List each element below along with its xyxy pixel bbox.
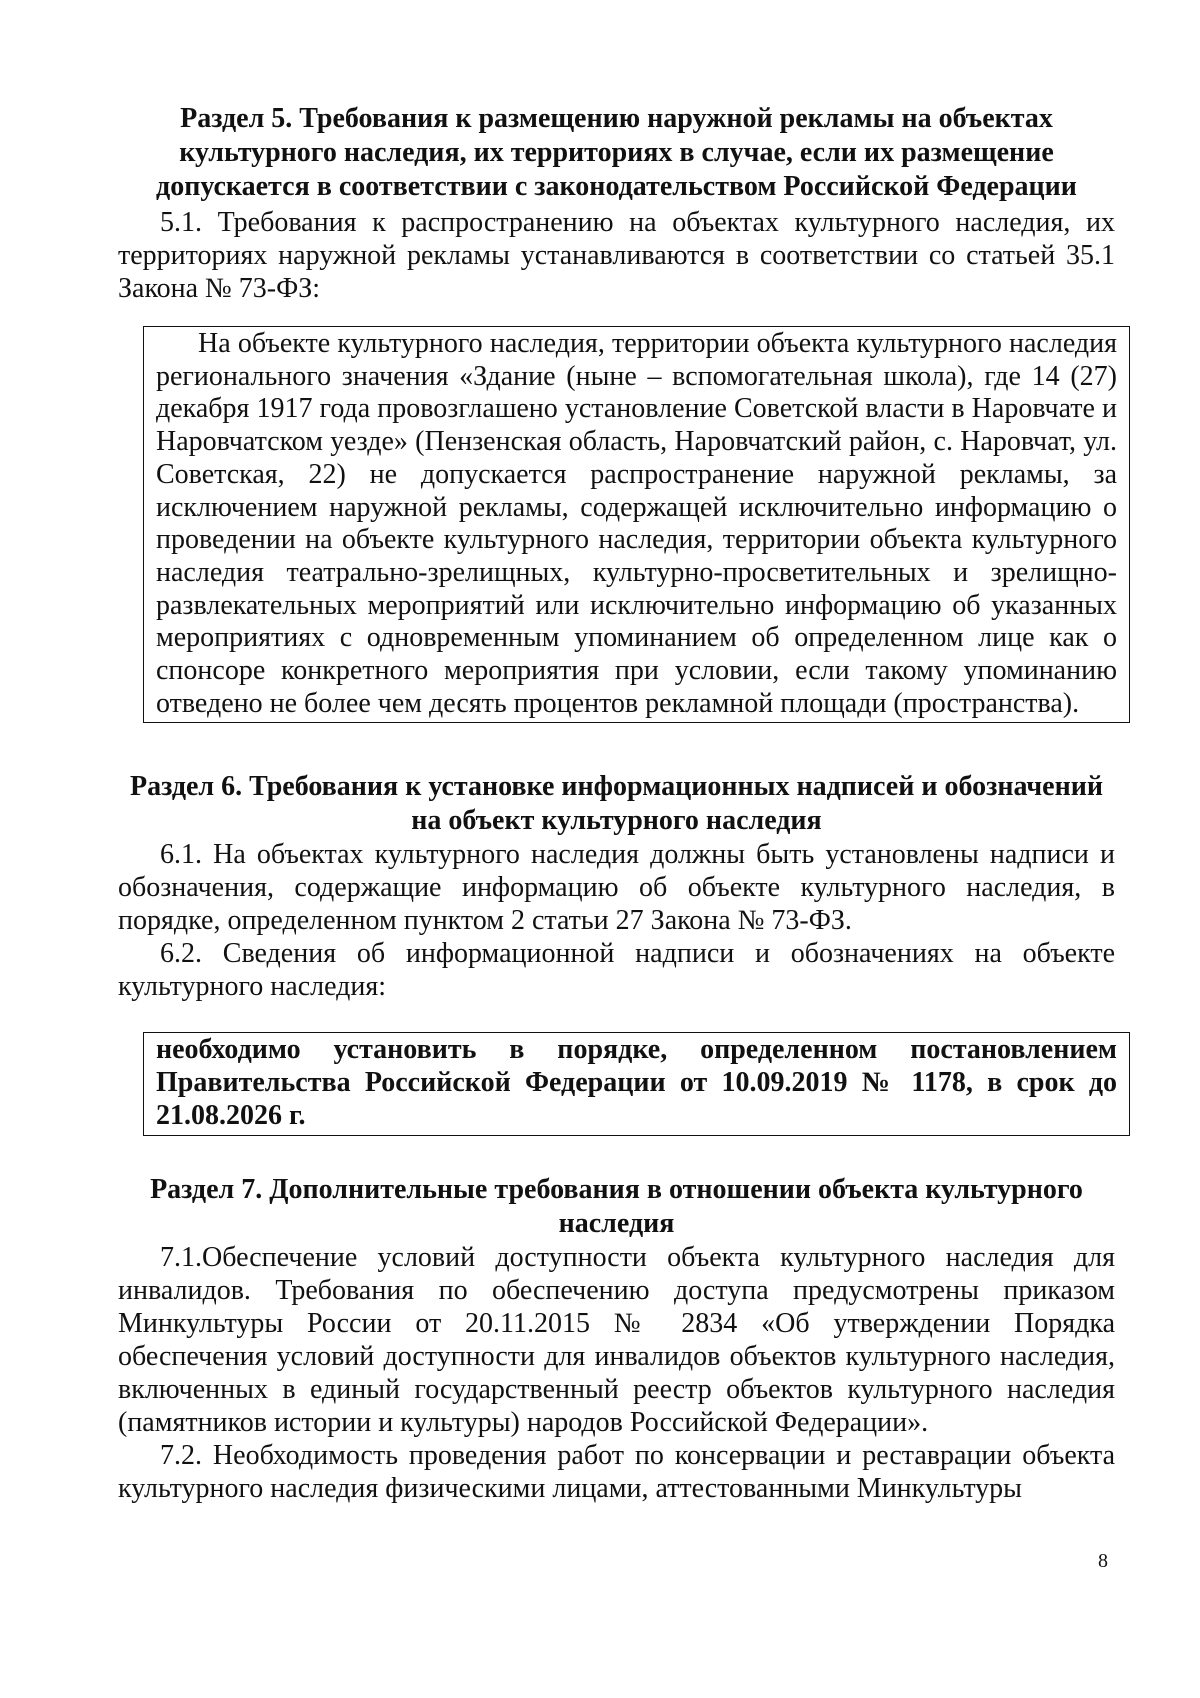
advertising-requirements-text: На объекте культурного наследия, территории объекта культурного наследия регионального значения «Здание (ныне – вспомогательная школа), где 14 (27) декабря 1917 года провозглашено установление Советской власти в Наровчате и Наровчатском уезде» (Пензенская область, Наровчатский район, с. Наровчат, ул. Советская, 22) не допускается распространение наружной рекламы, за исключением наружной рекламы, содержащей исключительно информацию о проведении на объекте культурного наследия, территории объекта культурного наследия театрально-зрелищных, культурно-просветительных и зрелищно-развлекательных мероприятий или исключительно информацию об указанных мероприятиях с одновременным упоминанием об определенном лице как о спонсоре конкретного мероприятия при условии, если такому упоминанию отведено не более чем десять процентов рекламной площади (пространства).	[156, 328, 1117, 719]
section-5-heading: Раздел 5. Требования к размещению наружной рекламы на объектах культурного наследия, их территориях в случае, если их размещение допускается в соответствии с законодательством Российской Федерации	[156, 103, 1077, 202]
paragraph-5-1: 5.1. Требования к распространению на объектах культурного наследия, их территориях наружной рекламы устанавливаются в соответствии со статьей 35.1 Закона № 73-ФЗ:	[118, 207, 1115, 304]
section-6-heading: Раздел 6. Требования к установке информационных надписей и обозначений на объект культурного наследия	[129, 771, 1104, 837]
paragraph-6-2: 6.2. Сведения об информационной надписи и обозначениях на объекте культурного наследия:	[118, 938, 1115, 1003]
paragraph-7-2: 7.2. Необходимость проведения работ по консервации и реставрации объекта культурного наследия физическими лицами, аттестованными Минкультуры	[118, 1439, 1115, 1504]
information-sign-box	[143, 1032, 1130, 1135]
page-number: 8	[1098, 1550, 1108, 1572]
advertising-requirements-box	[143, 326, 1130, 723]
section-7-heading: Раздел 7. Дополнительные требования в отношении объекта культурного наследия	[150, 1173, 1083, 1239]
paragraph-7-1: 7.1.Обеспечение условий доступности объекта культурного наследия для инвалидов. Требования по обеспечению доступа предусмотрены приказом Минкультуры России от 20.11.2015 № 2834 «Об утверждении Порядка обеспечения условий доступности для инвалидов объектов культурного наследия, включенных в единый государственный реестр объектов культурного наследия (памятников истории и культуры) народов Российской Федерации».	[118, 1241, 1115, 1438]
information-sign-text: необходимо установить в порядке, определенном постановлением Правительства Российской Федерации от 10.09.2019 № 1178, в срок до 21.08.2026 г.	[156, 1034, 1117, 1131]
page-content	[118, 102, 1115, 1505]
paragraph-6-1: 6.1. На объектах культурного наследия должны быть установлены надписи и обозначения, содержащие информацию об объекте культурного наследия, в порядке, определенном пунктом 2 статьи 27 Закона № 73-ФЗ.	[118, 839, 1115, 937]
